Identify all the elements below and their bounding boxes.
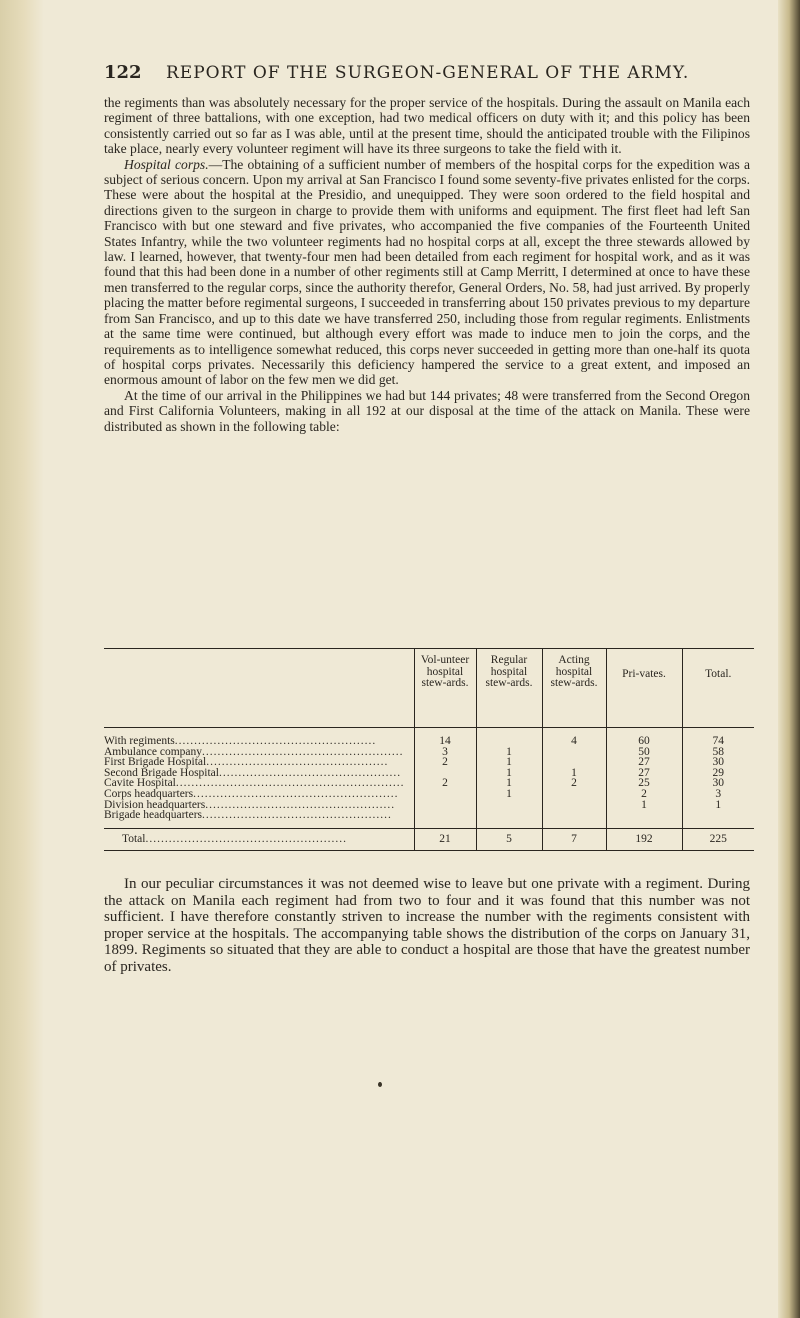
table-cell — [542, 747, 606, 758]
running-title: REPORT OF THE SURGEON-GENERAL OF THE ARMY. — [165, 63, 690, 83]
table-cell: 14 — [414, 728, 476, 747]
row-label-cell — [104, 810, 414, 828]
row-label: Corps headquarters — [104, 787, 194, 800]
table-row — [104, 789, 754, 800]
table-cell — [414, 810, 476, 828]
table-cell: 2 — [414, 757, 476, 768]
table-cell: 1 — [476, 778, 542, 789]
table-cell: 27 — [606, 757, 682, 768]
table-cell: 21 — [414, 828, 476, 851]
header-acting-stewards: Acting hospital stew-ards. — [542, 649, 606, 728]
page-edge-shadow — [778, 0, 800, 1318]
header-total: Total. — [682, 649, 754, 728]
table-cell — [414, 800, 476, 811]
row-label: Total — [122, 832, 146, 845]
page-binding-shadow — [0, 0, 44, 1318]
table-cell: 1 — [542, 768, 606, 779]
table-cell: 3 — [414, 747, 476, 758]
table-cell: 1 — [476, 768, 542, 779]
header-privates: Pri-vates. — [606, 649, 682, 728]
table-cell: 1 — [682, 800, 754, 811]
leader-dots: ............................................... — [206, 756, 389, 769]
table-header-blank — [104, 649, 414, 728]
table-cell — [542, 789, 606, 800]
row-label-cell — [104, 828, 414, 851]
table-cell — [476, 800, 542, 811]
table-body — [104, 728, 754, 851]
leader-dots: ..................................................... — [193, 787, 399, 800]
hospital-corps-heading: Hospital corps. — [124, 156, 209, 172]
paragraph-philippines: At the time of our arrival in the Philippines we had but 144 privates; 48 were transferred from the Second Oregon and First California Volunteers, making in all 192 at our disposal at the time of the attack on Manila. These were distributed as shown in the following table: — [104, 387, 750, 434]
body-text — [104, 95, 750, 434]
page-number: 122 — [104, 62, 142, 83]
table-cell — [542, 800, 606, 811]
ink-speck — [378, 1082, 382, 1087]
table-cell: 74 — [682, 728, 754, 747]
distribution-table — [104, 648, 754, 851]
paragraph-regiments: the regiments than was absolutely necessary for the proper service of the hospitals. During the assault on Manila each regiment of three battalions, with one exception, had two medical officers on duty with it; and this policy has been consistently carried out so far as I was able, until at the present time, should the anticipated trouble with the Filipinos take place, nearly every volunteer regiment will have its three surgeons to take the field with it. — [104, 95, 750, 157]
row-label: Brigade headquarters — [104, 809, 203, 822]
leader-dots: ............................................... — [218, 766, 402, 779]
closing-text — [104, 876, 750, 976]
row-label: Division headquarters — [104, 798, 206, 811]
header-volunteer-stewards: Vol-unteer hospital stew-ards. — [414, 649, 476, 728]
table-cell: 2 — [542, 778, 606, 789]
table-cell: 1 — [476, 747, 542, 758]
row-label: With regiments — [104, 735, 175, 747]
paragraph-closing: In our peculiar circumstances it was not deemed wise to leave but one private with a regiment. During the attack on Manila each regiment had from two to four and it was found that this number was not sufficient. I have therefore constantly striven to increase the number with the regiments consistent with proper service at the hospitals. The accompanying table shows the distribution of the corps on January 31, 1899. Regiments so situated that they are able to conduct a hospital are those that have the greatest number of privates. — [104, 876, 750, 975]
row-label: Cavite Hospital — [104, 777, 176, 790]
table-cell — [476, 810, 542, 828]
table-cell: 192 — [606, 828, 682, 851]
table-cell: 1 — [606, 800, 682, 811]
row-label: First Brigade Hospital — [104, 756, 207, 769]
table-cell: 1 — [476, 757, 542, 768]
table-row — [104, 728, 754, 747]
table-cell: 50 — [606, 747, 682, 758]
table-cell: 58 — [682, 747, 754, 758]
header-regular-stewards: Regular hospital stew-ards. — [476, 649, 542, 728]
leader-dots: .................................................... — [145, 832, 347, 845]
table-cell: 3 — [682, 789, 754, 800]
leader-dots: ................................................. — [202, 809, 392, 822]
leader-dots: .................................................... — [174, 735, 377, 747]
table-row — [104, 810, 754, 828]
table-cell: 25 — [606, 778, 682, 789]
table-cell: 1 — [476, 789, 542, 800]
table-cell: 27 — [606, 768, 682, 779]
table-cell — [542, 810, 606, 828]
row-label: Ambulance company — [104, 745, 203, 758]
leader-dots: ................................................. — [205, 798, 396, 811]
table-cell: 60 — [606, 728, 682, 747]
table-cell — [476, 728, 542, 747]
table-cell: 29 — [682, 768, 754, 779]
running-header — [104, 62, 744, 83]
table-cell: 225 — [682, 828, 754, 851]
table-cell — [682, 810, 754, 828]
table-cell: 2 — [414, 778, 476, 789]
table-cell — [606, 810, 682, 828]
leader-dots: .................................................... — [202, 745, 404, 758]
table-cell: 2 — [606, 789, 682, 800]
table-cell: 5 — [476, 828, 542, 851]
row-label: Second Brigade Hospital — [104, 766, 219, 779]
paragraph-hospital-corps — [104, 157, 750, 388]
table-cell: 30 — [682, 778, 754, 789]
table-cell — [414, 789, 476, 800]
table-cell: 4 — [542, 728, 606, 747]
row-label-cell — [104, 728, 414, 747]
leader-dots: ........................................................... — [175, 777, 405, 790]
table-cell: 7 — [542, 828, 606, 851]
table-header-row — [104, 649, 754, 728]
table-total-row — [104, 828, 754, 851]
table-cell: 30 — [682, 757, 754, 768]
hospital-corps-text: —The obtaining of a sufficient number of members of the hospital corps for the expedition was a subject of serious concern. Upon my arrival at San Francisco I found some seventy-five privates enlisted for the corps. These were about the hospital at the Presidio, and unequipped. They were soon ordered to the field hospital and directions given to the surgeon in charge to provide them with uniforms and equipment. The first fleet had left San Francisco with but one steward and five privates, who accompanied the five companies of the Fourteenth United States Infantry, while the two volunteer regiments had no hospital corps at all, except the three stewards allowed by law. I learned, however, that twenty-four men had been detailed from each regiment for hospital work, and as it was found that this had been done in a number of other regiments still at Camp Merritt, I determined at once to have these men transferred to the regular corps, since the authority therefor, General Orders, No. 58, had just arrived. By properly placing the matter before regimental surgeons, I succeeded in transferring about 150 privates previous to my departure from San Francisco, and up to this date we have transferred 250, including those from regular regiments. Enlistments at the same time were continued, but although every effort was made to induce men to join the corps, and the requirements as to intelligence somewhat reduced, this corps never succeeded in getting more than one-half its quota of hospital corps privates. Necessarily this deficiency hampered the service to a great extent, and imposed an enormous amount of labor on the few men we did get. — [104, 156, 750, 388]
